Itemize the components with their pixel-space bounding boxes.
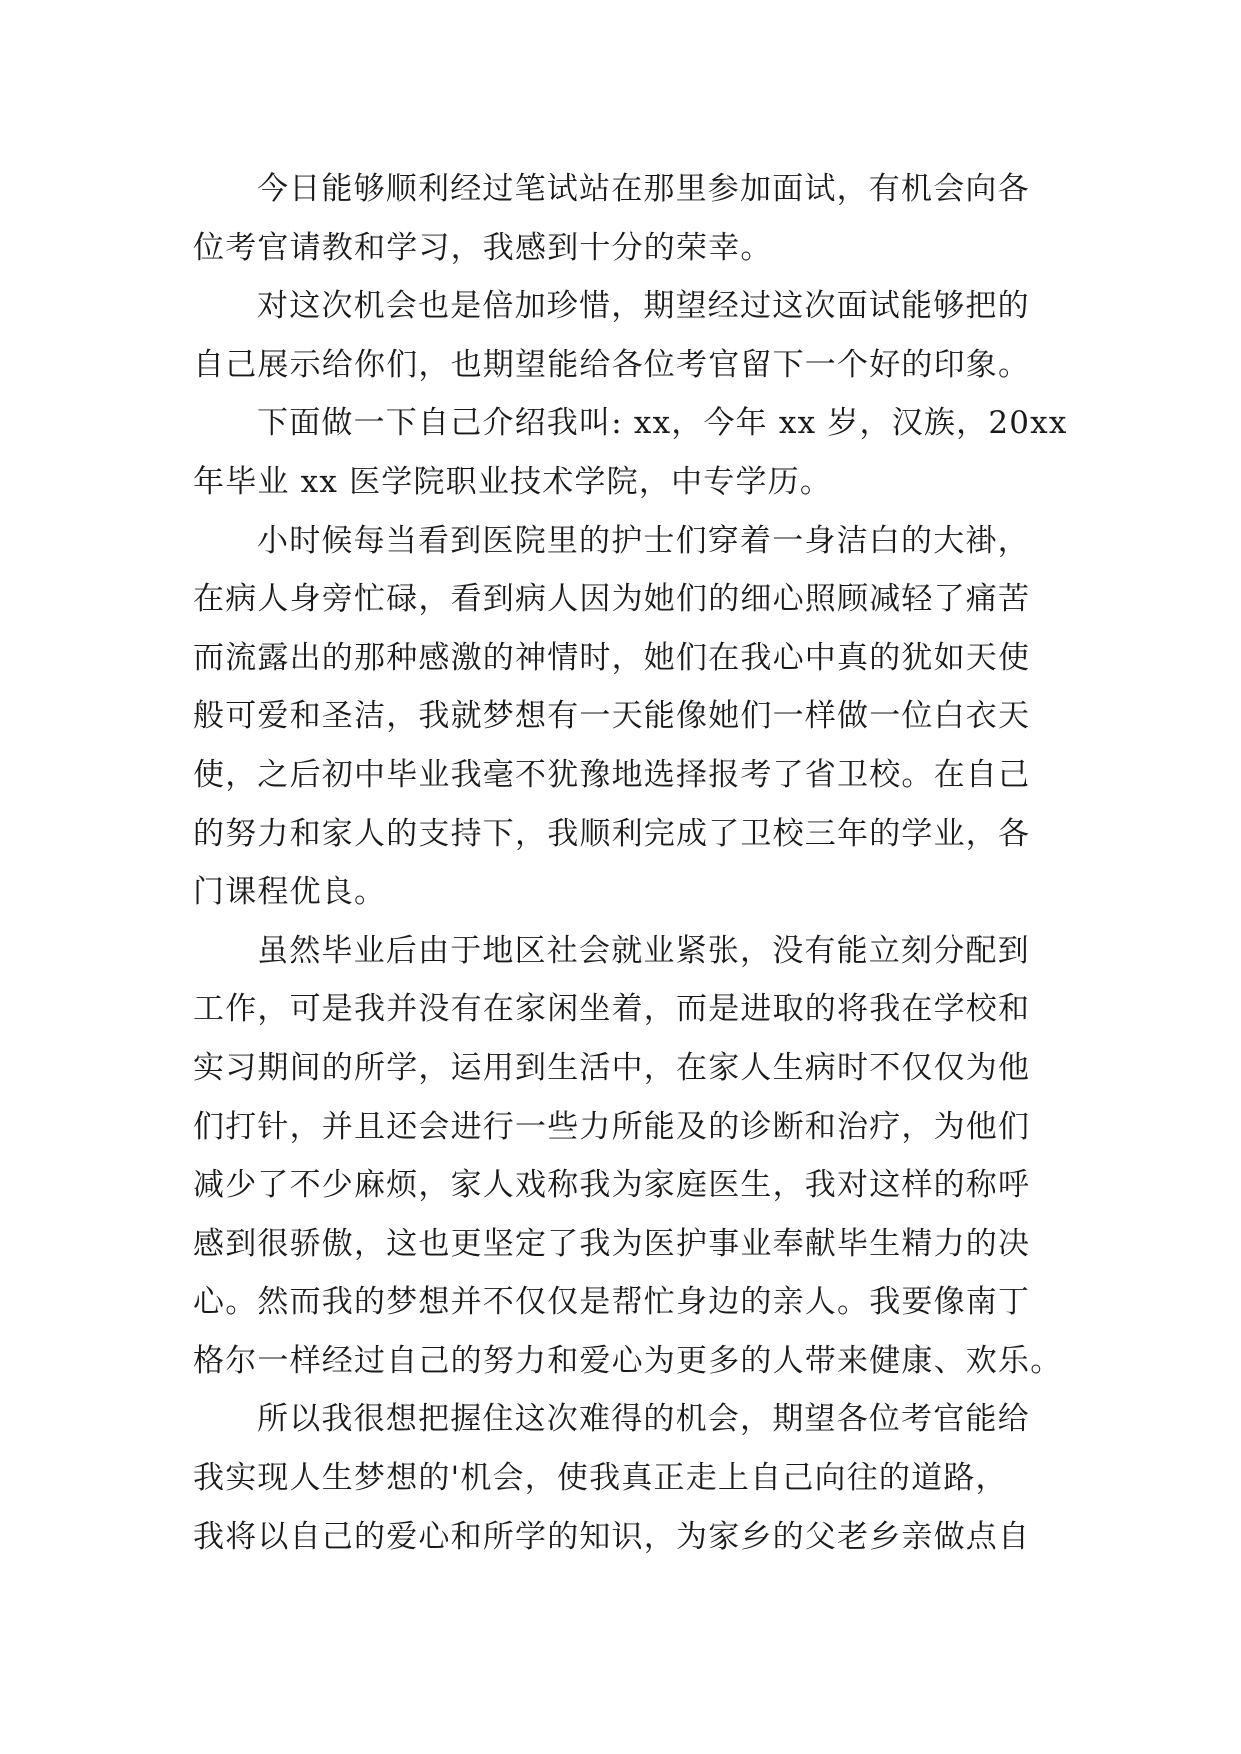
text-line: 实习期间的所学，运用到生活中，在家人生病时不仅仅为他 xyxy=(193,1049,1031,1086)
text-line: 工作，可是我并没有在家闲坐着，而是进取的将我在学校和 xyxy=(193,991,1031,1028)
text-line: 虽然毕业后由于地区社会就业紧张，没有能立刻分配到 xyxy=(257,932,1030,969)
paragraph xyxy=(193,922,1063,1391)
text-line: 位考官请教和学习，我感到十分的荣幸。 xyxy=(193,229,773,266)
text-line: 下面做一下自己介绍我叫: xx，今年 xx 岁，汉族，20xx xyxy=(257,405,1068,442)
text-line: 般可爱和圣洁，我就梦想有一天能像她们一样做一位白衣天 xyxy=(193,698,1031,735)
text-line: 我将以自己的爱心和所学的知识，为家乡的父老乡亲做点自 xyxy=(193,1518,1031,1555)
paragraph xyxy=(193,277,1053,394)
paragraph xyxy=(193,512,1053,922)
paragraph xyxy=(193,1390,1053,1566)
text-line: 自己展示给你们，也期望能给各位考官留下一个好的印象。 xyxy=(193,346,1031,383)
text-line: 们打针，并且还会进行一些力所能及的诊断和治疗，为他们 xyxy=(193,1108,1031,1145)
text-line: 今日能够顺利经过笔试站在那里参加面试，有机会向各 xyxy=(257,171,1030,207)
text-line: 我实现人生梦想的'机会，使我真正走上自己向往的道路， xyxy=(193,1460,1008,1497)
text-line: 对这次机会也是倍加珍惜，期望经过这次面试能够把的 xyxy=(257,288,1030,325)
paragraph xyxy=(193,160,1053,277)
text-line: 而流露出的那种感激的神情时，她们在我心中真的犹如天使 xyxy=(193,639,1031,676)
text-line: 在病人身旁忙碌，看到病人因为她们的细心照顾减轻了痛苦 xyxy=(193,581,1031,618)
text-line: 使，之后初中毕业我毫不犹豫地选择报考了省卫校。在自己 xyxy=(193,756,1031,793)
text-line: 所以我很想把握住这次难得的机会，期望各位考官能给 xyxy=(257,1401,1030,1438)
text-line: 门课程优良。 xyxy=(193,874,387,911)
document-body xyxy=(193,160,1068,1566)
text-line: 小时候每当看到医院里的护士们穿着一身洁白的大褂， xyxy=(257,522,1030,559)
text-line: 格尔一样经过自己的努力和爱心为更多的人带来健康、欢乐。 xyxy=(193,1342,1063,1379)
paragraph xyxy=(193,394,1068,511)
text-line: 的努力和家人的支持下，我顺利完成了卫校三年的学业，各 xyxy=(193,815,1031,852)
text-line: 感到很骄傲，这也更坚定了我为医护事业奉献毕生精力的决 xyxy=(193,1225,1031,1262)
text-line: 年毕业 xx 医学院职业技术学院，中专学历。 xyxy=(193,463,833,500)
text-line: 减少了不少麻烦，家人戏称我为家庭医生，我对这样的称呼 xyxy=(193,1167,1031,1204)
text-line: 心。然而我的梦想并不仅仅是帮忙身边的亲人。我要像南丁 xyxy=(193,1284,1031,1321)
